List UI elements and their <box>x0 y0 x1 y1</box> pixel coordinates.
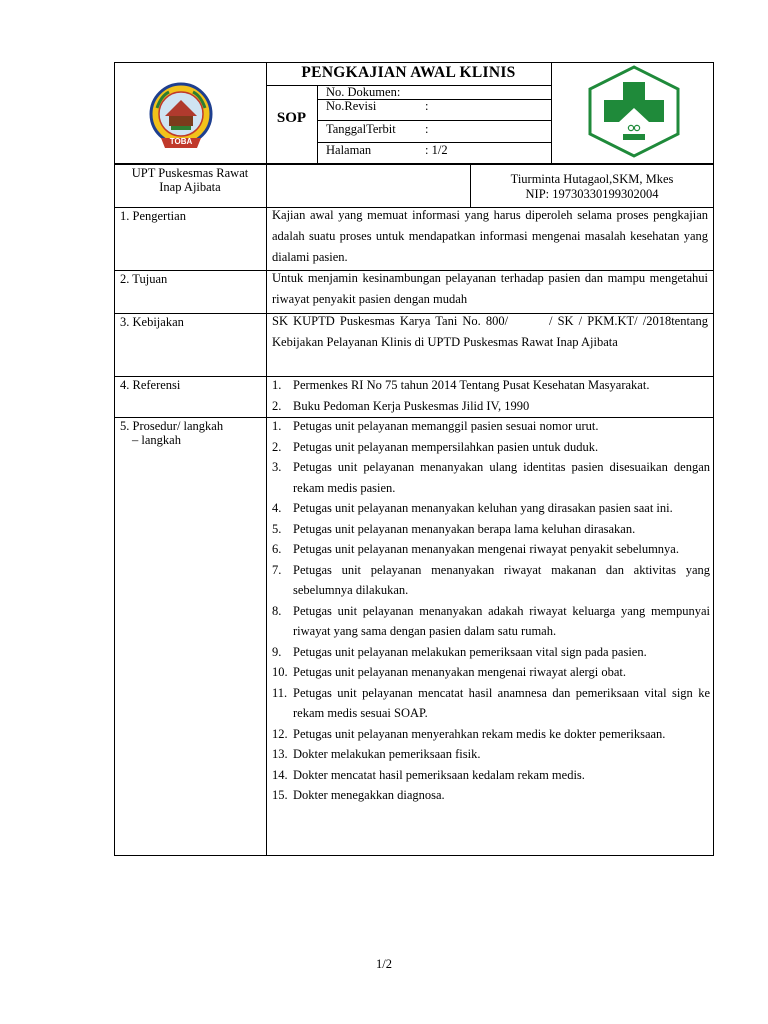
list-item: 4. Petugas unit pelayanan menanyakan keluhan yang dirasakan pasien saat ini. <box>272 501 673 515</box>
signer-nip: NIP: 19730330199302004 <box>525 187 659 201</box>
list-item: 2. Petugas unit pelayanan mempersilahkan pasien untuk duduk. <box>272 439 599 454</box>
section-label-prosedur: 5. Prosedur/ langkah <box>120 419 224 433</box>
unit-name-line1: UPT Puskesmas Rawat <box>131 166 249 180</box>
signer-name: Tiurminta Hutagaol,SKM, Mkes <box>510 172 674 186</box>
section-text-tujuan: Untuk menjamin kesinambungan pelayanan terhadap pasien dan mampu mengetahui riwayat penyakit pasien dengan mudah <box>272 271 708 306</box>
document-title: PENGKAJIAN AWAL KLINIS <box>301 64 516 81</box>
logo-label: TOBA <box>169 137 193 146</box>
section-label-prosedur-cont: – langkah <box>132 433 181 447</box>
list-item: 12. Petugas unit pelayanan menyerahkan rekam medis ke dokter pemeriksaan. <box>272 726 666 741</box>
page-label: Halaman <box>326 143 372 157</box>
list-item: 13. Dokter melakukan pemeriksaan fisik. <box>272 747 481 761</box>
section-text-kebijakan: SK KUPTD Puskesmas Karya Tani No. 800/ / SK / PKM.KT/ /2018tentang Kebijakan Pelayanan Klinis di UPTD Puskesmas Rawat Inap Ajibata <box>272 314 712 349</box>
list-item: 6. Petugas unit pelayanan menanyakan mengenai riwayat penyakit sebelumnya. <box>272 542 679 556</box>
list-item: 5. Petugas unit pelayanan menanyakan berapa lama keluhan dirasakan. <box>272 521 636 536</box>
puskesmas-logo <box>585 64 683 159</box>
section-label-referensi: 4. Referensi <box>120 378 181 392</box>
section-label-pengertian: 1. Pengertian <box>120 209 186 223</box>
issue-date-label: TanggalTerbit <box>326 122 396 136</box>
list-item: 1. Permenkes RI No 75 tahun 2014 Tentang Pusat Kesehatan Masyarakat. <box>272 378 650 392</box>
list-item: 9. Petugas unit pelayanan melakukan pemeriksaan vital sign pada pasien. <box>272 644 647 659</box>
doc-number-label: No. Dokumen: <box>326 85 401 99</box>
revision-value: : <box>425 99 429 113</box>
list-item: 10. Petugas unit pelayanan menanyakan mengenai riwayat alergi obat. <box>272 665 626 679</box>
page-value: : 1/2 <box>425 143 448 157</box>
section-label-kebijakan: 3. Kebijakan <box>120 315 184 329</box>
list-item: 1. Petugas unit pelayanan memanggil pasien sesuai nomor urut. <box>272 419 599 433</box>
prosedur-list <box>272 416 710 806</box>
issue-date-value: : <box>425 122 429 136</box>
list-item: 14. Dokter mencatat hasil pemeriksaan kedalam rekam medis. <box>272 767 585 782</box>
list-item: 15. Dokter menegakkan diagnosa. <box>272 788 445 802</box>
section-label-tujuan: 2. Tujuan <box>120 272 168 286</box>
list-item: 3. Petugas unit pelayanan menanyakan ulang identitas pasien disesuaikan dengan rekam medis pasien. <box>272 460 710 495</box>
revision-label: No.Revisi <box>326 99 377 113</box>
list-item: 8. Petugas unit pelayanan menanyakan adakah riwayat keluarga yang mempunyai riwayat yang sama dengan pasien dalam satu rumah. <box>272 603 710 638</box>
list-item: 7. Petugas unit pelayanan menanyakan riwayat makanan dan aktivitas yang sebelumnya dilakukan. <box>272 562 710 597</box>
referensi-list <box>272 375 708 416</box>
page-number: 1/2 <box>376 957 392 971</box>
unit-name-line2: Inap Ajibata <box>159 180 221 194</box>
sop-label: SOP <box>276 110 307 126</box>
section-text-pengertian: Kajian awal yang memuat informasi yang harus diperoleh selama proses pengkajian adalah suatu proses untuk mendapatkan informasi mengenai masalah kesehatan yang dialami pasien. <box>272 208 708 264</box>
list-item: 11. Petugas unit pelayanan mencatat hasil anamnesa dan pemeriksaan vital sign ke rekam medis sesuai SOAP. <box>272 685 710 720</box>
list-item: 2. Buku Pedoman Kerja Puskesmas Jilid IV, 1990 <box>272 398 530 413</box>
